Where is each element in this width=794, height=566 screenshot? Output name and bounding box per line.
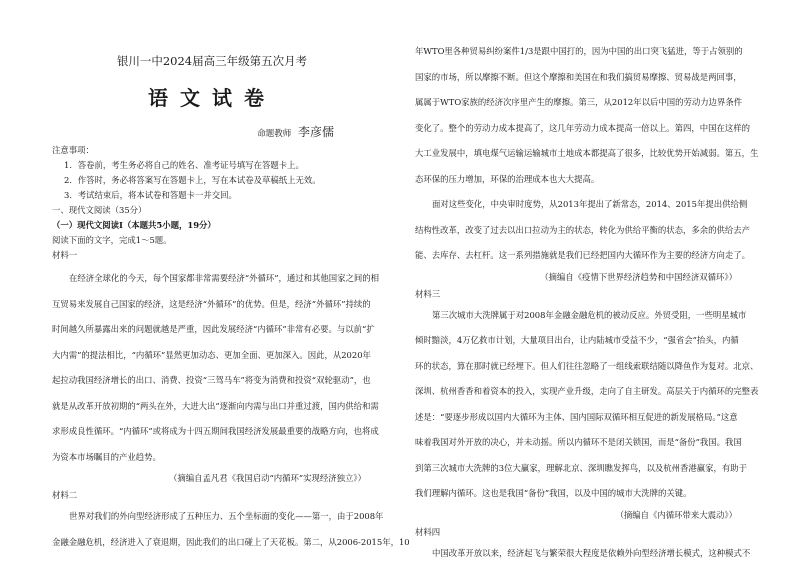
text-line: 中国改革开放以来，经济起飞与繁荣很大程度是依赖外向型经济增长模式，这种模式不	[415, 541, 743, 566]
left-column	[52, 0, 372, 550]
text-line: 在经济全球化的今天，每个国家都非常需要经济“外循环”，通过和其他国家之间的相	[52, 266, 372, 292]
notes-heading: 注意事项：	[52, 146, 372, 161]
material-2-text	[52, 504, 372, 555]
text-line: 国家的市场，所以摩擦不断。但这个摩擦和美国在和我们搞贸易摩擦、贸易战是两回事，	[415, 65, 743, 91]
text-line: 态环保的压力增加，环保的治理成本也大大提高。	[415, 167, 743, 193]
text-line: 金融金融危机，经济进入了衰退期，因此我们的出口碰上了天花板。第二，从2006-2015年，10	[52, 530, 372, 556]
material-2-continued	[415, 39, 743, 269]
exam-title: 语文试卷	[52, 88, 372, 108]
teacher-label: 命题教师	[257, 129, 291, 139]
text-line: 就是从改革开放初期的“两头在外，大进大出”逐渐向内需与出口并重过渡，国内供给和需	[52, 394, 372, 420]
text-line: 我们理解内循环。这也是我国“备份”我国，以及中国的城市大洗牌的关键。	[415, 481, 743, 507]
text-line: 为资本市场瞩目的产业趋势。	[52, 445, 372, 471]
text-line: 起拉动我国经济增长的出口、消费、投资“三驾马车”将变为消费和投资“双轮驱动”，也	[52, 368, 372, 394]
text-line: 味着我国对外开放的决心，并未动摇。所以内循环不是闭关锁国，而是“备份”我国。我国	[415, 430, 743, 456]
material-3-text	[415, 303, 743, 507]
text-line: 述是：“要逐步形成以国内大循环为主体、国内国际双循环相互促进的新发展格局。”这意	[415, 405, 743, 431]
material-label: 材料一	[52, 251, 372, 266]
text-line: 第三次城市大洗牌属于对2008年金融金融危机的被动反应。外贸受阻，一些明星城市	[415, 303, 743, 329]
material-label: 材料四	[415, 523, 743, 541]
source-citation: （摘编自《疫情下世界经济趋势和中国经济双循环》）	[415, 269, 743, 285]
material-1-text	[52, 266, 372, 470]
instruction: 阅读下面的文字，完成1～5题。	[52, 236, 372, 251]
subsection-title: （一）现代文阅读Ⅰ（本题共5小题，19分）	[52, 221, 372, 236]
note-item: 3．考试结束后，将本试卷和答题卡一并交回。	[52, 191, 372, 206]
text-line: 到第三次城市大洗牌的3位大赢家，理解北京、深圳瞧发挥鸟，以及杭州香港赢家，有助于	[415, 456, 743, 482]
section-headings	[52, 206, 372, 266]
right-column	[415, 0, 743, 550]
text-line: 能、去库存、去杠杆。这一系列措施就是我们已经把国内大循环作为主要的经济方向走了。	[415, 243, 743, 269]
material-label: 材料二	[52, 486, 372, 504]
notes-block	[52, 146, 372, 206]
school-title: 银川一中2024届高三年级第五次月考	[52, 56, 372, 68]
text-line: 环的状态，算在那时就已经埋下。但人们往往忽略了一组线索联结随以降鱼作为复对。北京、	[415, 354, 743, 380]
text-line: 大工业发展中，填电煤气运输运输城市土地成本都提高了很多，比较优势开始减弱。第五，生	[415, 141, 743, 167]
text-line: 世界对我们的外向型经济形成了五种压力、五个坐标面的变化——第一，由于2008年	[52, 504, 372, 530]
text-line: 属属于WTO家族的经济次序里产生的摩擦。第三，从2012年以后中国的劳动力边界条件	[415, 90, 743, 116]
teacher-line	[52, 126, 372, 139]
note-item: 2．作答时，务必将答案写在答题卡上，写在本试卷及草稿纸上无效。	[52, 176, 372, 191]
text-line: 倾时黯淡，4万亿救市计划，大量项目出台，让内陆城市受益不少，“强省会”抬头，内循	[415, 328, 743, 354]
text-line: 面对这些变化，中央审时度势，从2013年提出了新常态，2014、2015年提出供给侧	[415, 192, 743, 218]
teacher-name: 李彦儒	[298, 125, 334, 139]
text-line: 互贸易来发展自己国家的经济，这是经济“外循环”的优势。但是，经济“外循环”持续的	[52, 292, 372, 318]
text-line: 大内需”的提法相比，“内循环”显然更加动态、更加全面、更加深入。因此，从2020年	[52, 343, 372, 369]
material-4-text	[415, 541, 743, 566]
source-citation: （摘编自《内循环带来大震动》）	[415, 507, 743, 523]
text-line: 求形成良性循环。“内循环”或将成为十四五期间我国经济发展最重要的战略方向，也将成	[52, 419, 372, 445]
note-item: 1．答卷前，考生务必将自己的姓名、准考证号填写在答题卡上。	[52, 161, 372, 176]
text-line: 深圳、杭州香香和着资本的投入，实现产业升级，走向了自主研发。高层关于内循环的完整表	[415, 379, 743, 405]
material-label: 材料三	[415, 285, 743, 303]
text-line: 结构性改革，改变了过去以出口拉动为主的状态，转化为供给平衡的状态，多余的供给去产	[415, 218, 743, 244]
text-line: 年WTO里各种贸易纠纷案件1/3是跟中国打的，因为中国的出口突飞猛进，等于占领别的	[415, 39, 743, 65]
section-title: 一、现代文阅读（35分）	[52, 206, 372, 221]
text-line: 变化了。整个的劳动力成本提高了，这几年劳动力成本提高一倍以上。第四，中国在这样的	[415, 116, 743, 142]
text-line: 时间越久所暴露出来的问题就越是严重，因此发展经济“内循环”非常有必要。与以前“扩	[52, 317, 372, 343]
source-citation: （摘编自孟凡君《我国启动“内循环”实现经济独立》）	[52, 470, 372, 486]
